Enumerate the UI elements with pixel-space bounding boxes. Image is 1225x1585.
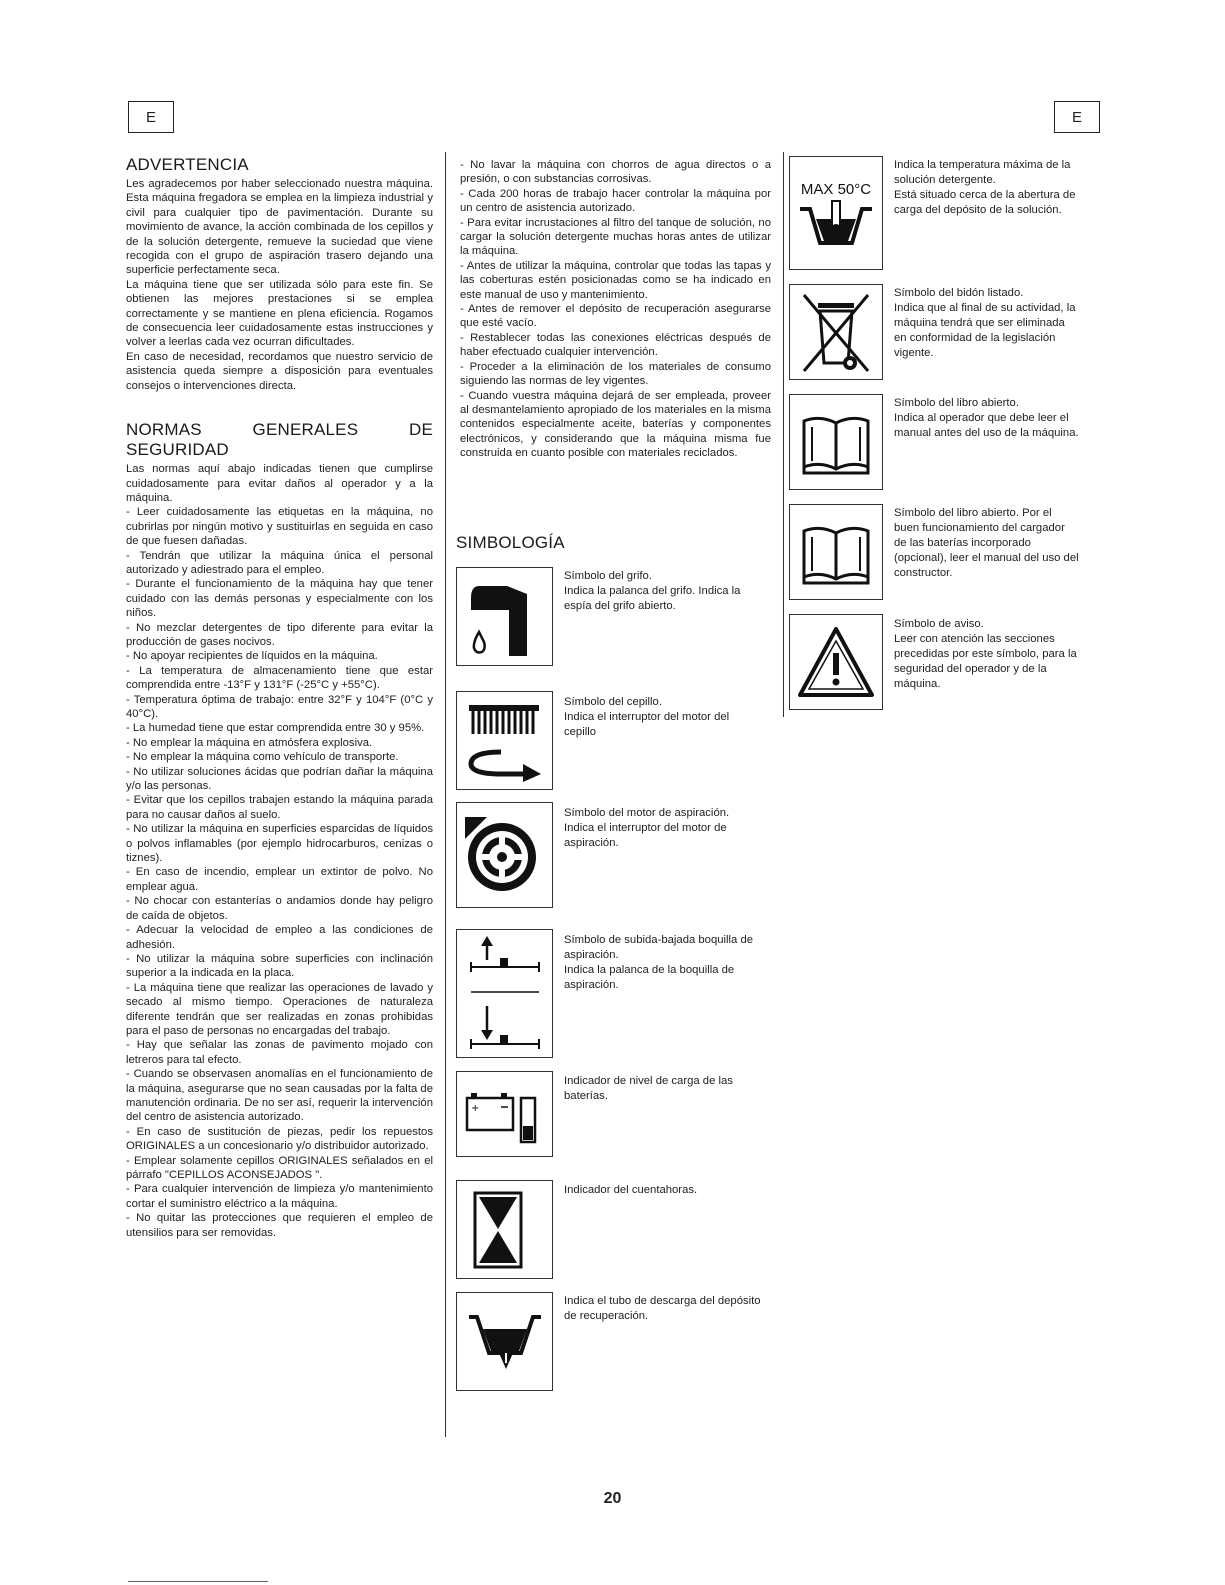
brush-symbol-icon bbox=[456, 691, 553, 790]
paragraph: Les agradecemos por haber seleccionado nuestra máquina. Esta máquina fregadora se emplea en la limpieza industrial y civil para cualquier tipo de pavimentación. Durante su movimiento de avance, la acción combinada de los cepillos y de la solución detergente, remueve la suciedad que viene recogida con el grupo de aspiración trasero dejando una superficie perfectamente seca. bbox=[126, 178, 433, 277]
symbol-description: Indicador de nivel de carga de las baterías. bbox=[564, 1075, 733, 1102]
symbol-description: Símbolo del libro abierto. Por el buen funcionamiento del cargador de las baterías incorporado (opcional), leer el manual del uso del constructor. bbox=[894, 507, 1079, 579]
list-item: - Antes de remover el depósito de recuperación asegurarse que esté vacío. bbox=[460, 303, 771, 330]
symbol-description: Indicador del cuentahoras. bbox=[564, 1184, 698, 1196]
open-book-icon bbox=[789, 504, 883, 600]
list-item: - En caso de incendio, emplear un extintor de polvo. No emplear agua. bbox=[126, 866, 433, 893]
paragraph: En caso de necesidad, recordamos que nuestro servicio de asistencia queda siempre a disposición para eventuales consejos o intervenciones directa. bbox=[126, 350, 433, 392]
advertencia-title: ADVERTENCIA bbox=[126, 155, 249, 174]
max-temperature-icon bbox=[789, 156, 883, 270]
symbol-description: Símbolo del motor de aspiración. Indica el interruptor del motor de aspiración. bbox=[564, 807, 730, 849]
list-item: - Cuando se observasen anomalías en el funcionamiento de la máquina, asegurarse que no sean causadas por la falta de manutención ordinaria. De no ser así, requerir la intervención del centro de asistencia autorizado. bbox=[126, 1068, 433, 1124]
list-item: - Durante el funcionamiento de la máquina hay que tener cuidado con las demás personas y especialmente con los niños. bbox=[126, 578, 433, 620]
list-item: - No apoyar recipientes de líquidos en la máquina. bbox=[126, 650, 378, 663]
list-item: - No utilizar la máquina sobre superficies con inclinación superior a la indicada en la placa. bbox=[126, 952, 433, 980]
page-number: 20 bbox=[603, 1490, 622, 1507]
drain-hose-icon bbox=[456, 1292, 553, 1391]
tap-symbol-icon bbox=[456, 567, 553, 666]
simbologia-title: SIMBOLOGÍA bbox=[456, 533, 565, 552]
list-item: - La máquina tiene que realizar las operaciones de lavado y secado al mismo tiempo. Operaciones de naturaleza diferente tendrán que ser realizadas en zonas prohibidas para el paso de personas no encargadas del trabajo. bbox=[126, 981, 433, 1037]
crossed-bin-icon bbox=[789, 284, 883, 380]
symbol-description: Símbolo del cepillo. Indica el interruptor del motor del cepillo bbox=[564, 696, 730, 738]
list-item: - Emplear solamente cepillos ORIGINALES señalados en el párrafo "CEPILLOS ACONSEJADOS ". bbox=[126, 1154, 433, 1181]
list-item: - La humedad tiene que estar comprendida entre 30 y 95%. bbox=[126, 722, 425, 735]
list-item: - Para evitar incrustaciones al filtro del tanque de solución, no cargar la solución detergente muchas horas antes de utilizar la máquina. bbox=[460, 216, 771, 258]
list-item: - Evitar que los cepillos trabajen estando la máquina parada para no causar daños al suelo. bbox=[126, 794, 433, 821]
list-item: - Restablecer todas las conexiones eléctricas después de haber efectuado cualquier intervención. bbox=[460, 331, 771, 359]
svg-text:MAX 50°C: MAX 50°C bbox=[800, 181, 872, 198]
paragraph: La máquina tiene que ser utilizada sólo para este fin. Se obtienen las mejores prestaciones si se emplea correctamente y se mantiene en plena eficiencia. Rogamos de consecuencia leer cuidadosamente estas instrucciones y volver a leerlas cada vez ocurran dificultades. bbox=[126, 278, 433, 349]
list-item: - No emplear la máquina en atmósfera explosiva. bbox=[126, 736, 373, 749]
svg-text:+: + bbox=[471, 1103, 480, 1114]
list-item: - Para cualquier intervención de limpieza y/o mantenimiento cortar el suministro eléctrico a la máquina. bbox=[126, 1183, 433, 1210]
symbol-description: Indica el tubo de descarga del depósito de recuperación. bbox=[564, 1295, 761, 1322]
column-divider bbox=[445, 152, 446, 1437]
list-item: - Cada 200 horas de trabajo hacer controlar la máquina por un centro de asistencia autorizado. bbox=[460, 187, 771, 215]
link-underline bbox=[128, 1581, 268, 1582]
open-book-icon bbox=[789, 394, 883, 490]
list-item: - Antes de utilizar la máquina, controlar que todas las tapas y las coberturas estén posicionadas como se ha indicado en este manual de uso y mantenimiento. bbox=[460, 259, 771, 301]
language-badge-right: E bbox=[1054, 101, 1100, 133]
list-item: - Cuando vuestra máquina dejará de ser empleada, proveer al desmantelamiento apropiado de los materiales en la misma contenidos especialmente aceite, baterías y componentes electrónicos, y considerando que la máquina misma fue construida en cuanto posible con materiales reciclados. bbox=[460, 389, 771, 460]
list-item: - No quitar las protecciones que requieren el empleo de utensilios para ser removidas. bbox=[126, 1212, 433, 1239]
symbol-description: Símbolo de aviso. Leer con atención las secciones precedidas por este símbolo, para la seguridad del operador y de la máquina. bbox=[894, 618, 1077, 690]
list-item: - Leer cuidadosamente las etiquetas en la máquina, no cubrirlas por ningún motivo y sustituirlas en seguida en caso de que fuesen dañadas. bbox=[126, 506, 433, 548]
symbol-description: Símbolo del libro abierto. Indica al operador que debe leer el manual antes del uso de la máquina. bbox=[894, 397, 1079, 439]
symbol-description: Símbolo del grifo. Indica la palanca del grifo. Indica la espía del grifo abierto. bbox=[564, 570, 741, 612]
list-item: - No lavar la máquina con chorros de agua directos o a presión, o con substancias corrosivas. bbox=[460, 159, 771, 186]
language-badge-left: E bbox=[128, 101, 174, 133]
list-item: - No mezclar detergentes de tipo diferente para evitar la producción de gases nocivos. bbox=[126, 621, 433, 648]
hour-meter-icon bbox=[456, 1180, 553, 1279]
list-item: - No utilizar soluciones ácidas que podrían dañar la máquina y/o las personas. bbox=[126, 765, 433, 793]
list-item: - No utilizar la máquina en superficies esparcidas de líquidos o polvos inflamables (por ejemplo hidrocarburos, cenizas o tiznes). bbox=[126, 823, 433, 865]
paragraph: Las normas aquí abajo indicadas tienen que cumplirse cuidadosamente para evitar daños al operador y a la máquina. bbox=[126, 463, 433, 504]
list-item: - No emplear la máquina como vehículo de transporte. bbox=[126, 751, 399, 764]
middle-column bbox=[460, 158, 771, 461]
normas-title: NORMAS GENERALES DE SEGURIDAD bbox=[126, 420, 433, 460]
warning-triangle-icon bbox=[789, 614, 883, 710]
list-item: - Tendrán que utilizar la máquina única el personal autorizado y adiestrado para el empleo. bbox=[126, 549, 433, 576]
symbol-description: Símbolo del bidón listado. Indica que al final de su actividad, la máquina tendrá que ser eliminada en conformidad de la legislación vigente. bbox=[894, 287, 1076, 359]
vacuum-motor-symbol-icon bbox=[456, 802, 553, 908]
squeegee-lift-symbol-icon bbox=[456, 929, 553, 1058]
column-divider bbox=[783, 152, 784, 717]
list-item: - Hay que señalar las zonas de pavimento mojado con letreros para tal efecto. bbox=[126, 1039, 433, 1066]
list-item: - Proceder a la eliminación de los materiales de consumo siguiendo las normas de ley vigentes. bbox=[460, 360, 771, 388]
battery-level-icon bbox=[456, 1071, 553, 1157]
list-item: - Temperatura óptima de trabajo: entre 32°F y 104°F (0°C y 40°C). bbox=[126, 693, 433, 720]
list-item: - No chocar con estanterías o andamios donde hay peligro de caída de objetos. bbox=[126, 895, 433, 922]
list-item: - La temperatura de almacenamiento tiene que estar comprendida entre -13°F y 131°F (-25°C y +55°C). bbox=[126, 664, 433, 692]
symbol-description: Símbolo de subida-bajada boquilla de aspiración. Indica la palanca de la boquilla de aspiración. bbox=[564, 934, 754, 991]
left-column bbox=[126, 155, 433, 1240]
list-item: - En caso de sustitución de piezas, pedir los repuestos ORIGINALES a un concesionario y/o distribuidor autorizado. bbox=[126, 1125, 433, 1153]
symbol-description: Indica la temperatura máxima de la solución detergente. Está situado cerca de la abertura de carga del depósito de la solución. bbox=[894, 159, 1076, 216]
list-item: - Adecuar la velocidad de empleo a las condiciones de adhesión. bbox=[126, 924, 433, 951]
